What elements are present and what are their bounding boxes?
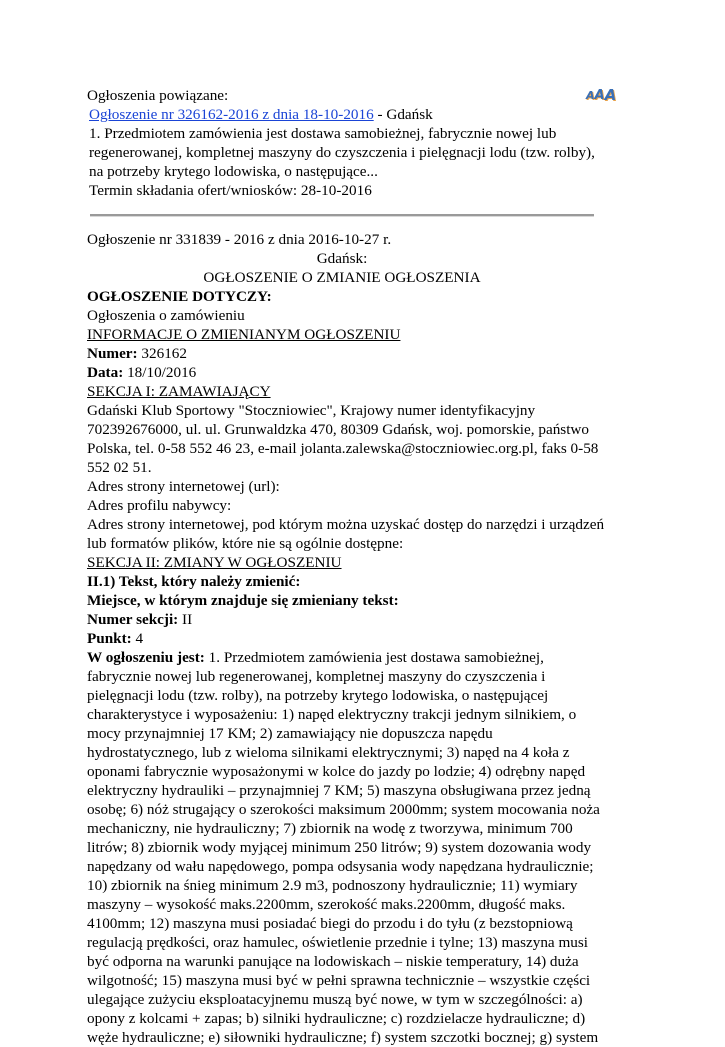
body-line: fabrycznie nowej lub regenerowanej, kompletnej maszyny do czyszczenia i: [87, 668, 546, 685]
point-row: [87, 629, 597, 648]
body-line: wilgotność; 15) maszyna musi być w pełni sprawna technicznie – wszystkie części: [87, 972, 591, 989]
section-no-value: II: [178, 611, 193, 628]
body-line: litrów; 8) zbiornik wody myjącej minimum 250 litrów; 9) system dozowania wody: [87, 839, 592, 856]
in-notice-label: W ogłoszeniu jest:: [87, 649, 205, 666]
point-value: 4: [131, 630, 144, 647]
body-line: 4100mm; 12) maszyna musi posiadać biegi do przodu i do tyłu (z bezstopniową: [87, 915, 573, 932]
notice-city: Gdańsk:: [316, 250, 368, 267]
font-size-small-icon[interactable]: A: [586, 89, 595, 102]
body-line: hydrostatycznego, lub z wieloma silnikami elektrycznymi; 3) napęd na 4 koła z: [87, 744, 570, 761]
profile-label: Adres profilu nabywcy:: [87, 497, 232, 514]
font-size-medium-icon[interactable]: A: [594, 88, 605, 103]
contracting-line: 552 02 51.: [87, 459, 152, 476]
tools-line: Adres strony internetowej, pod którym można uzyskać dostęp do narzędzi i urządzeń: [87, 516, 605, 533]
related-city: - Gdańsk: [373, 106, 433, 123]
contracting-line: Polska, tel. 0-58 552 46 23, e-mail jolanta.zalewska@stoczniowiec.org.pl, faks 0-58: [87, 440, 599, 457]
tools-line: lub formatów plików, które nie są ogólnie dostępne:: [87, 535, 404, 552]
body-line: węże hydrauliczne; e) siłowniki hydrauliczne; f) system szczotki bocznej; g) system: [87, 1029, 599, 1046]
section-no-row: [87, 610, 597, 629]
body-line: charakterystyce i wyposażeniu: 1) napęd elektryczny trakcji jednym silnikiem, o: [87, 706, 577, 723]
data-value: 18/10/2016: [123, 364, 197, 381]
body-line: mechaniczny, nie hydrauliczny; 7) zbiornik na wodę z tworzywa, minimum 700: [87, 820, 573, 837]
related-deadline: Termin składania ofert/wniosków: 28-10-2016: [89, 182, 372, 199]
body-line: maszyny – wysokość maks.2200mm, szerokość maks.2200mm, długość maks.: [87, 896, 566, 913]
body-line: napędzany od wału napędowego, pompa odsysania wody napędzana hydraulicznie;: [87, 858, 594, 875]
body-line: [87, 648, 597, 667]
notice-title: OGŁOSZENIE O ZMIANIE OGŁOSZENIA: [203, 269, 481, 286]
point-label: Punkt:: [87, 630, 132, 647]
numer-value: 326162: [137, 345, 187, 362]
section1-heading: SEKCJA I: ZAMAWIAJĄCY: [87, 383, 271, 400]
numer-row: [87, 344, 597, 363]
section-no-label: Numer sekcji:: [87, 611, 179, 628]
body-line: osobę; 6) nóż strugający o szerokości maksimum 2000mm; system mocowania noża: [87, 801, 600, 818]
body-text: 1. Przedmiotem zamówienia jest dostawa samobieżnej,: [204, 649, 544, 666]
body-line: regulacją prędkości, oraz hamulec, oświetlenie przednie i tylne; 13) maszyna musi: [87, 934, 589, 951]
contracting-line: Gdański Klub Sportowy "Stoczniowiec", Krajowy numer identyfikacyjny: [87, 402, 536, 419]
concerns-value: Ogłoszenia o zamówieniu: [87, 307, 245, 324]
info-heading: INFORMACJE O ZMIENIANYM OGŁOSZENIU: [87, 326, 401, 343]
body-line: pielęgnacji lodu (tzw. rolby), na potrzeby krytego lodowiska, o następującej: [87, 687, 549, 704]
text-change-label: II.1) Tekst, który należy zmienić:: [87, 573, 301, 590]
contracting-line: 702392676000, ul. ul. Grunwaldzka 470, 80309 Gdańsk, woj. pomorskie, państwo: [87, 421, 589, 438]
related-desc-line: na potrzeby krytego lodowiska, o następujące...: [89, 163, 378, 180]
data-row: [87, 363, 597, 382]
place-label: Miejsce, w którym znajduje się zmieniany tekst:: [87, 592, 399, 609]
body-line: być odporna na warunki panujące na lodowiskach – niskie temperatury, 14) duża: [87, 953, 579, 970]
body-line: 10) zbiornik na śnieg minimum 2.9 m3, podnoszony hydraulicznie; 11) wymiary: [87, 877, 578, 894]
body-line: mocy przynajmniej 17 KM; 2) zamawiający nie dopuszcza napędu: [87, 725, 493, 742]
font-size-large-icon[interactable]: A: [604, 86, 617, 104]
body-line: opony z kolcami + zapas; b) silniki hydrauliczne; c) rozdzielacze hydrauliczne; d): [87, 1010, 586, 1027]
notice-body: [87, 230, 605, 1047]
url-label: Adres strony internetowej (url):: [87, 478, 280, 495]
notice-number: Ogłoszenie nr 331839 - 2016 z dnia 2016-10-27 r.: [87, 231, 392, 248]
body-line: elektryczny hydrauliki – przynajmniej 7 KM; 5) maszyna obsługiwana przez jedną: [87, 782, 591, 799]
related-desc-line: 1. Przedmiotem zamówienia jest dostawa samobieżnej, fabrycznie nowej lub: [89, 125, 557, 142]
data-label: Data:: [87, 364, 124, 381]
divider: [90, 214, 594, 217]
body-line: oponami fabrycznie wyposażonymi w kolce do jazdy po lodzie; 4) odrębny napęd: [87, 763, 586, 780]
related-notice-link[interactable]: Ogłoszenie nr 326162-2016 z dnia 18-10-2016: [89, 106, 374, 123]
numer-label: Numer:: [87, 345, 138, 362]
body-line: ulegające zużyciu eksploatacyjnemu muszą być nowe, w tym w szczególności: a): [87, 991, 583, 1008]
document-page: [87, 86, 605, 1047]
related-link-row: [87, 105, 597, 124]
related-notices: [87, 86, 597, 200]
related-heading: Ogłoszenia powiązane:: [87, 87, 229, 104]
related-desc-line: regenerowanej, kompletnej maszyny do czyszczenia i pielęgnacji lodu (tzw. rolby),: [89, 144, 595, 161]
concerns-label: OGŁOSZENIE DOTYCZY:: [87, 288, 272, 305]
section2-heading: SEKCJA II: ZMIANY W OGŁOSZENIU: [87, 554, 342, 571]
